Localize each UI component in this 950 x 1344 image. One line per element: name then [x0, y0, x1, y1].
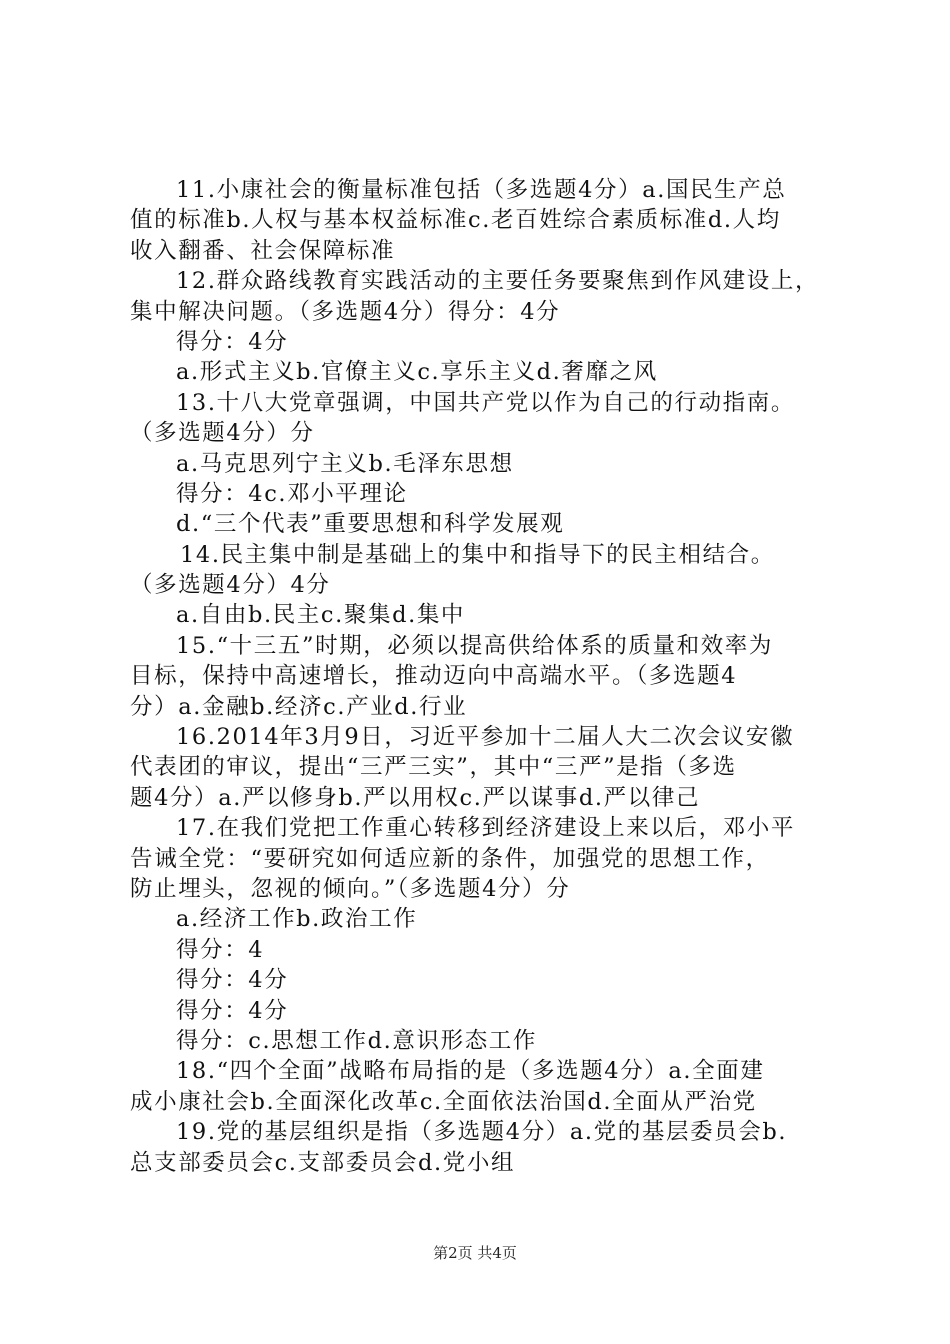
- text-line: 得分：4分: [176, 328, 289, 355]
- text-line: 收入翻番、社会保障标准: [130, 237, 396, 264]
- text-line: 总支部委员会c.支部委员会d.党小组: [130, 1149, 516, 1176]
- text-line: 代表团的审议，提出“三严三实”，其中“三严”是指（多选: [130, 754, 737, 781]
- text-line: a.经济工作b.政治工作: [176, 906, 418, 933]
- text-line: 16.2014年3月9日，习近平参加十二届人大二次会议安徽: [176, 724, 795, 751]
- text-line: （多选题4分）分: [130, 420, 315, 447]
- text-line: 值的标准b.人权与基本权益标准c.老百姓综合素质标准d.人均: [130, 207, 781, 234]
- text-line: 18.“四个全面”战略布局指的是（多选题4分）a.全面建: [176, 1058, 765, 1085]
- text-line: 分）a.金融b.经济c.产业d.行业: [130, 693, 468, 720]
- page-footer: 第2页 共4页: [433, 1244, 517, 1262]
- text-line: 得分：4c.邓小平理论: [176, 480, 408, 507]
- text-line: 11.小康社会的衡量标准包括（多选题4分）a.国民生产总: [176, 177, 787, 203]
- text-line: （多选题4分）4分: [130, 572, 331, 599]
- text-line: 题4分）a.严以修身b.严以用权c.严以谋事d.严以律己: [130, 784, 701, 811]
- text-line: 12.群众路线教育实践活动的主要任务要聚焦到作风建设上，: [176, 268, 820, 295]
- text-line: 19.党的基层组织是指（多选题4分）a.党的基层委员会b.: [176, 1119, 788, 1146]
- text-line: 得分：4分: [176, 967, 289, 994]
- text-line: a.马克思列宁主义b.毛泽东思想: [176, 450, 514, 477]
- text-line: 成小康社会b.全面深化改革c.全面依法治国d.全面从严治党: [130, 1088, 757, 1115]
- text-line: 得分：c.思想工作d.意识形态工作: [176, 1027, 538, 1054]
- text-line: 14.民主集中制是基础上的集中和指导下的民主相结合。: [180, 541, 775, 568]
- text-line: 目标，保持中高速增长，推动迈向中高端水平。（多选题4: [130, 663, 738, 690]
- document-body: [130, 175, 836, 1178]
- text-line: d.“三个代表”重要思想和科学发展观: [176, 511, 565, 538]
- text-line: a.形式主义b.官僚主义c.享乐主义d.奢靡之风: [176, 359, 658, 386]
- text-line: 15.“十三五”时期，必须以提高供给体系的质量和效率为: [176, 632, 773, 659]
- text-line: 17.在我们党把工作重心转移到经济建设上来以后，邓小平: [176, 815, 795, 842]
- text-line: a.自由b.民主c.聚集d.集中: [176, 602, 466, 629]
- text-line: 防止埋头，忽视的倾向。”（多选题4分）分: [130, 875, 571, 902]
- text-line: 集中解决问题。（多选题4分）得分：4分: [130, 298, 561, 325]
- text-line: 13.十八大党章强调，中国共产党以作为自己的行动指南。: [176, 389, 795, 416]
- text-line: 告诫全党：“要研究如何适应新的条件，加强党的思想工作，: [130, 845, 770, 872]
- text-line: 得分：4: [176, 936, 265, 963]
- text-line: 得分：4分: [176, 997, 289, 1024]
